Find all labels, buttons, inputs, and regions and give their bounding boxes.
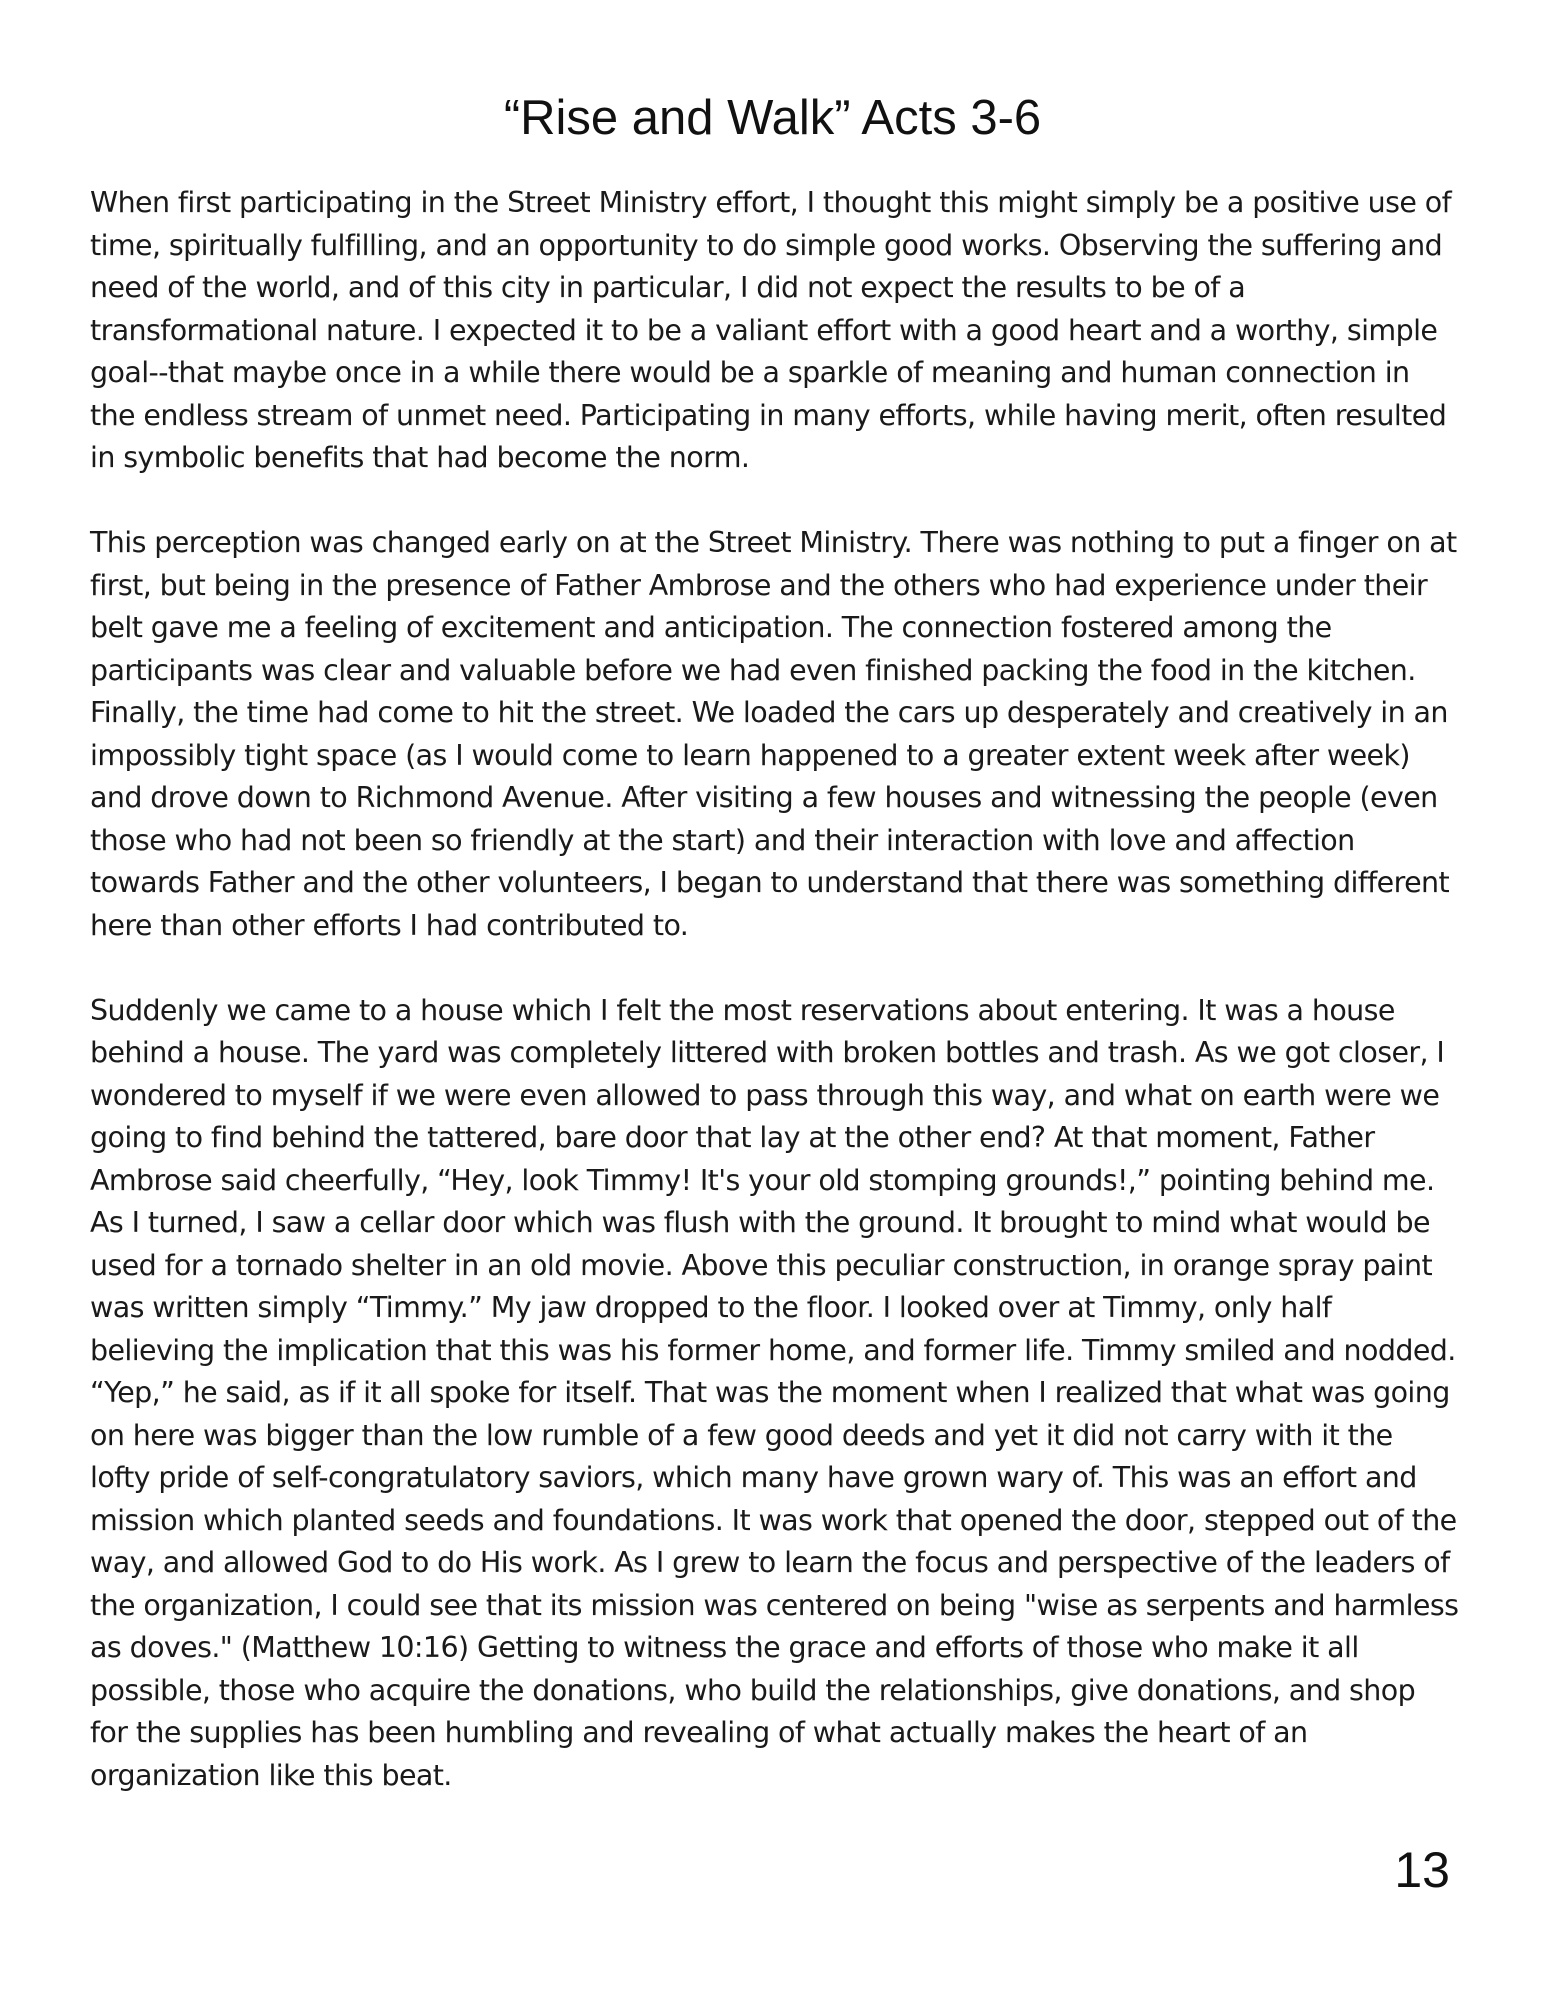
page-number: 13 <box>1394 1842 1450 1898</box>
paragraph-1: When first participating in the Street Ministry effort, I thought this might simply be a positive use of time, spiritually fulfilling, and an opportunity to do simple good works. Observing the suffering and need of the world, and of this city in particular, I did not expect the results to be of a transformational nature. I expected it to be a valiant effort with a good heart and a worthy, simple goal--that maybe once in a while there would be a sparkle of meaning and human connection in the endless stream of unmet need. Participating in many efforts, while having merit, often resulted in symbolic benefits that had become the norm. <box>90 186 1452 474</box>
page-title: “Rise and Walk” Acts 3-6 <box>503 91 1042 145</box>
paragraph-3: Suddenly we came to a house which I felt the most reservations about entering. It was a house behind a house. The yard was completely littered with broken bottles and trash. As we got closer, I wondered to myself if we were even allowed to pass through this way, and what on earth were we going to find behind the tattered, bare door that lay at the other end? At that moment, Father Ambrose said cheerfully, “Hey, look Timmy! It's your old stomping grounds!,” pointing behind me. As I turned, I saw a cellar door which was flush with the ground. It brought to mind what would be used for a tornado shelter in an old movie. Above this peculiar construction, in orange spray paint was written simply “Timmy.” My jaw dropped to the floor. I looked over at Timmy, only half believing the implication that this was his former home, and former life. Timmy smiled and nodded. “Yep,” he said, as if it all spoke for itself. That was the moment when I realized that what was going on here was bigger than the low rumble of a few good deeds and yet it did not carry with it the lofty pride of self-congratulatory saviors, which many have grown wary of. This was an effort and mission which planted seeds and foundations. It was work that opened the door, stepped out of the way, and allowed God to do His work. As I grew to learn the focus and perspective of the leaders of the organization, I could see that its mission was centered on being "wise as serpents and harmless as doves." (Matthew 10:16) Getting to witness the grace and efforts of those who make it all possible, those who acquire the donations, who build the relationships, give donations, and shop for the supplies has been humbling and revealing of what actually makes the heart of an organization like this beat. <box>90 993 1459 1792</box>
paragraph-2: This perception was changed early on at the Street Ministry. There was nothing to put a finger on at first, but being in the presence of Father Ambrose and the others who had experience under their belt gave me a feeling of excitement and anticipation. The connection fostered among the participants was clear and valuable before we had even finished packing the food in the kitchen. Finally, the time had come to hit the street. We loaded the cars up desperately and creatively in an impossibly tight space (as I would come to learn happened to a greater extent week after week) and drove down to Richmond Avenue. After visiting a few houses and witnessing the people (even those who had not been so friendly at the start) and their interaction with love and affection towards Father and the other volunteers, I began to understand that there was something different here than other efforts I had contributed to. <box>90 526 1457 942</box>
body-text <box>90 182 1460 1797</box>
